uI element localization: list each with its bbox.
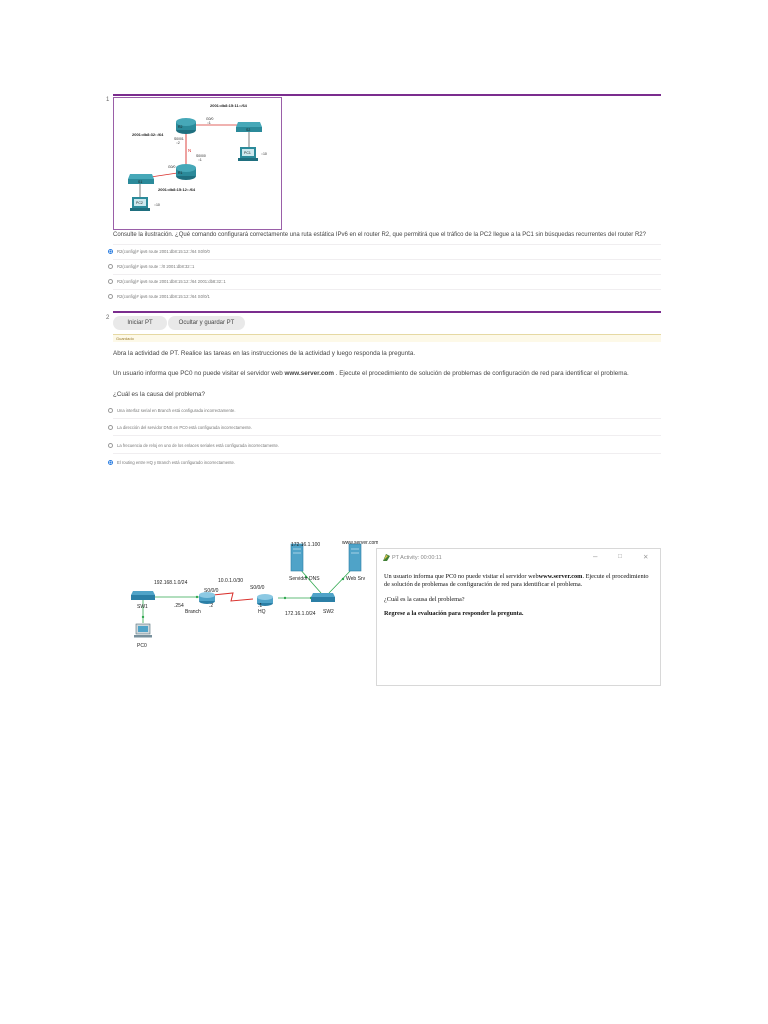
maximize-button[interactable]: □ — [618, 553, 622, 560]
r2-label: R2 — [178, 125, 183, 129]
start-pt-label: Iniciar PT — [127, 320, 153, 326]
branch-s000-label: S0/0/0 — [204, 588, 219, 594]
pc2-label: PC2 — [136, 201, 143, 205]
wan-label: 10.0.1.0/30 — [218, 578, 244, 584]
pt-window-title-text: PT Activity: 00:00:11 — [392, 554, 442, 561]
net-top-label: 2001:db8:15:11::/64 — [210, 103, 247, 108]
q2-option-3[interactable] — [108, 443, 279, 448]
radio-icon[interactable] — [108, 294, 113, 299]
pt-p1-post: . Ejecute el procedimiento de solución de problemas de configuración de red para identificar el problema. — [384, 573, 649, 588]
sw1-label: SW1 — [137, 604, 148, 610]
r2-s001-label: S0/0/1 — [174, 137, 184, 141]
dot-2-label: .2 — [209, 603, 214, 609]
q2-separator-2 — [113, 435, 661, 436]
q2-option-2-text: La dirección del servidor DNS en PC0 está configurada incorrectamente. — [117, 425, 252, 430]
q2-option-3-text: La frecuencia de reloj en uno de los enlaces seriales está configurada incorrectamente. — [117, 443, 280, 448]
q2-separator-3 — [113, 453, 661, 454]
q1-option-2-text: R2(config)# ipv6 route ::/0 2001:db8:32::1 — [117, 264, 195, 269]
q2-option-2[interactable] — [108, 425, 252, 430]
q1-separator-1 — [113, 259, 661, 260]
q1-option-3-text: R2(config)# ipv6 route 2001:db8:15:12::/64 2001:db8:32::1 — [117, 279, 226, 284]
q1-separator-2 — [113, 274, 661, 275]
serial-mark: N — [188, 148, 192, 153]
link-branch-hq-serial — [213, 593, 253, 601]
question-1-figure — [113, 97, 282, 230]
pt-activity-window — [376, 548, 661, 686]
dns-ip-label: 172.16.1.100 — [291, 542, 321, 548]
close-button[interactable]: ✕ — [643, 554, 649, 561]
pt-p1-pre: Un usuario informa que PC0 no puede visitar el servidor web — [384, 573, 539, 580]
q2-option-4-text: El routing entre HQ y Branch está configurado incorrectamente. — [117, 460, 236, 465]
q2-instruction-2 — [113, 370, 629, 377]
q2-option-1-text: Una interfaz serial en Branch está configurada incorrectamente. — [117, 408, 236, 413]
q1-option-3[interactable] — [108, 279, 226, 284]
q2-server-name: www.server.com — [284, 370, 334, 377]
web-server-label: Web Srv — [346, 576, 366, 582]
q1-option-1-text: R2(config)# ipv6 route 2001:db8:15:12::/64 S0/0/0 — [117, 249, 210, 254]
pt-question: ¿Cuál es la causa del problema? — [384, 596, 465, 603]
q2-line2-pre: Un usuario informa que PC0 no puede visitar el servidor web — [113, 370, 285, 377]
r2-g00-label: G0/0 — [206, 117, 214, 121]
radio-icon[interactable] — [108, 443, 113, 448]
radio-selected-icon[interactable] — [108, 460, 113, 465]
pc1-label: PC1 — [244, 151, 251, 155]
switch-sw1-icon — [131, 591, 155, 600]
question-1-top-rule — [113, 94, 661, 96]
s2-label: S2 — [246, 128, 251, 132]
radio-selected-icon[interactable] — [108, 249, 113, 254]
switch-sw2-icon — [311, 593, 335, 602]
pc2-addr: ::10 — [154, 203, 160, 207]
r1-label: R1 — [178, 171, 183, 175]
dns-server-label: Servidor DNS — [289, 576, 320, 582]
q2-line2-post: . Ejecute el procedimiento de solución de problemas de configuración de red para identificar el problema. — [333, 370, 629, 377]
dns-server-icon — [291, 544, 303, 571]
hide-save-pt-label: Ocultar y guardar PT — [178, 320, 235, 326]
q1-option-2[interactable] — [108, 264, 194, 269]
q1-option-4[interactable] — [108, 294, 210, 299]
q1-option-4-text: R2(config)# ipv6 route 2001:db8:15:12::/64 S0/0/1 — [117, 294, 210, 299]
question-1-text: Consulte la ilustración. ¿Qué comando configurará correctamente una ruta estática IPv6 en el router R2, que permitirá que el tráfico de la PC2 llegue a la PC1 sin búsquedas recurrentes del router R2? — [113, 232, 646, 238]
q1-separator-0 — [113, 244, 661, 245]
web-server-icon — [349, 544, 361, 571]
q2-option-4[interactable] — [108, 460, 235, 465]
radio-icon[interactable] — [108, 408, 113, 413]
ipv6-topology-diagram — [114, 98, 281, 229]
pt-window-title — [383, 554, 442, 561]
q1-separator-3 — [113, 289, 661, 290]
r2-top-addr: ::1 — [207, 121, 211, 125]
q1-option-1[interactable] — [108, 249, 210, 254]
question-1-number: 1 — [106, 97, 110, 103]
pt-server-name: www.server.com — [538, 573, 583, 580]
saved-status-text: Guardado — [116, 336, 134, 341]
r1-s000-label: S0/0/0 — [196, 154, 206, 158]
pt-return-note: Regrese a la evaluación para responder la pregunta. — [384, 610, 524, 617]
hide-save-pt-button[interactable] — [168, 316, 245, 330]
dot-254-label: .254 — [174, 603, 184, 609]
q2-separator-1 — [113, 418, 661, 419]
r2-serial-addr: ::2 — [176, 141, 180, 145]
pt-instruction-paragraph — [384, 573, 656, 588]
r1-serial-addr: ::1 — [198, 158, 202, 162]
question-2-top-rule — [113, 311, 661, 313]
q2-question: ¿Cuál es la causa del problema? — [113, 391, 206, 398]
question-2-number: 2 — [106, 315, 110, 321]
radio-icon[interactable] — [108, 279, 113, 284]
pt-topology-diagram — [113, 535, 378, 685]
r1-g00-label: G0/0 — [168, 165, 176, 169]
q2-instruction-1: Abra la actividad de PT. Realice las tareas en las instrucciones de la actividad y luego responda la pregunta. — [113, 350, 416, 357]
saved-status-bar — [113, 334, 661, 342]
net-left-label: 2001:db8:32::/64 — [132, 132, 164, 137]
pc0-icon — [134, 624, 152, 638]
minimize-button[interactable]: – — [593, 552, 598, 561]
pt-app-icon — [383, 554, 390, 561]
dot-1-label: .1 — [258, 603, 263, 609]
radio-icon[interactable] — [108, 264, 113, 269]
start-pt-button[interactable] — [113, 316, 167, 330]
net-bottom-label: 2001:db8:15:12::/64 — [158, 187, 196, 192]
q2-option-1[interactable] — [108, 408, 235, 413]
radio-icon[interactable] — [108, 425, 113, 430]
pc1-addr: ::10 — [261, 152, 267, 156]
s1-label: S1 — [138, 180, 143, 184]
lan-right-label: 172.16.1.0/24 — [285, 611, 316, 617]
hq-label: HQ — [258, 609, 266, 615]
lan-left-label: 192.168.1.0/24 — [154, 580, 188, 586]
web-name-label: www.server.com — [342, 540, 378, 546]
hq-s000-label: S0/0/0 — [250, 585, 265, 591]
pc0-label: PC0 — [137, 643, 147, 649]
branch-label: Branch — [185, 609, 201, 615]
sw2-label: SW2 — [323, 609, 334, 615]
